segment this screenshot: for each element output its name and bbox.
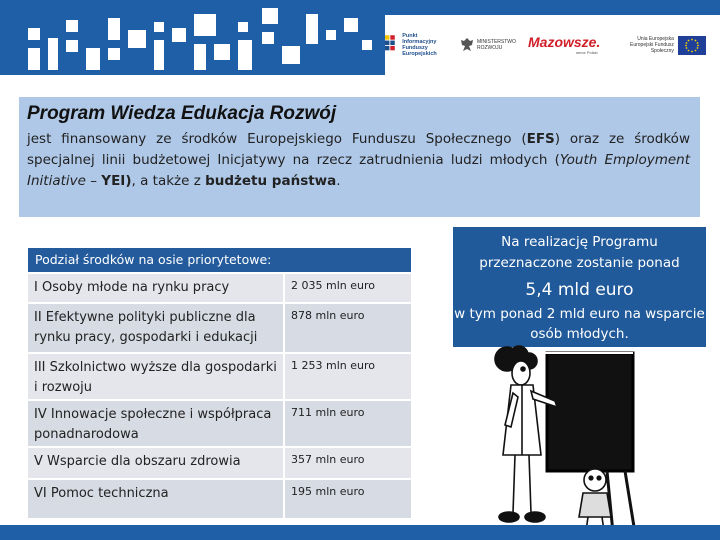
flag-icon bbox=[385, 34, 399, 56]
priority-axes-table bbox=[28, 248, 411, 518]
decor-square bbox=[48, 38, 58, 70]
axis-value: 357 mln euro bbox=[291, 453, 365, 466]
axis-name: VI Pomoc techniczna bbox=[28, 480, 285, 518]
decor-square bbox=[172, 28, 186, 42]
axis-value: 195 mln euro bbox=[291, 485, 365, 498]
axis-value: 711 mln euro bbox=[291, 406, 365, 419]
table-row bbox=[28, 446, 411, 478]
teacher-illustration bbox=[485, 345, 655, 540]
decor-square bbox=[238, 22, 248, 32]
decor-square bbox=[28, 28, 40, 40]
mazowsze-logo bbox=[528, 23, 618, 67]
intro-text-5: . bbox=[336, 173, 341, 189]
decor-square bbox=[128, 30, 146, 48]
intro-text-2: ) oraz ze środków specjalnej linii budżetowej Inicjatywy na rzecz zatrudnienia ludzi młodych ( bbox=[27, 131, 690, 168]
axis-name: V Wsparcie dla obszaru zdrowia bbox=[28, 448, 285, 478]
table-row bbox=[28, 302, 411, 352]
yei-abbr: YEI) bbox=[101, 173, 132, 189]
table-row bbox=[28, 399, 411, 446]
blackboard bbox=[547, 353, 633, 471]
ministry-logo bbox=[460, 23, 520, 67]
eu-logo-text: Unia Europejska Europejski Fundusz Społeczny bbox=[630, 36, 674, 54]
intro-text-1: jest finansowany ze środków Europejskiego Funduszu Społecznego ( bbox=[27, 131, 527, 147]
logo-strip bbox=[385, 15, 720, 75]
axis-name: III Szkolnictwo wyższe dla gospodarki i rozwoju bbox=[28, 354, 285, 399]
decor-square bbox=[344, 18, 358, 32]
state-budget: budżetu państwa bbox=[205, 173, 337, 189]
decor-square bbox=[262, 8, 278, 24]
intro-box bbox=[19, 97, 700, 217]
table-row bbox=[28, 478, 411, 518]
decor-square bbox=[306, 14, 318, 44]
decor-square bbox=[194, 44, 206, 70]
decor-square bbox=[326, 30, 336, 40]
efs-abbr: EFS bbox=[526, 131, 555, 147]
axis-name: IV Innowacje społeczne i współpraca ponadnarodowa bbox=[28, 401, 285, 446]
decor-square bbox=[154, 40, 164, 70]
decor-square bbox=[362, 40, 372, 50]
intro-text-3: – bbox=[85, 173, 102, 189]
table-row bbox=[28, 352, 411, 399]
punkt-logo-text: Punkt Informacyjny Funduszy Europejskich bbox=[402, 33, 437, 57]
header-banner bbox=[0, 0, 720, 75]
mazowsze-tagline: serce Polski bbox=[576, 50, 598, 55]
footer-bar bbox=[0, 525, 720, 540]
eu-logo bbox=[630, 23, 720, 67]
decor-square bbox=[154, 22, 164, 32]
eu-flag-icon bbox=[678, 36, 706, 55]
intro-text-4: , a także z bbox=[131, 173, 206, 189]
yei-full-name: Youth Employment Initiative bbox=[27, 152, 690, 189]
axis-name: II Efektywne polityki publiczne dla rynku pracy, gospodarki i edukacji bbox=[28, 304, 285, 352]
decor-square bbox=[194, 14, 216, 36]
decor-square bbox=[86, 48, 100, 70]
callout-youth-note: w tym ponad 2 mld euro na wsparcie osób młodych. bbox=[454, 306, 705, 342]
decor-square bbox=[262, 32, 274, 44]
decor-square bbox=[282, 46, 300, 64]
table-header: Podział środków na osie priorytetowe: bbox=[28, 248, 411, 272]
decor-square bbox=[214, 44, 230, 60]
program-title: Program Wiedza Edukacja Rozwój bbox=[27, 103, 337, 124]
intro-paragraph bbox=[27, 129, 690, 192]
ministry-logo-text: MINISTERSTWO ROZWOJU bbox=[477, 39, 516, 51]
decor-square bbox=[108, 18, 120, 40]
decor-square bbox=[28, 48, 40, 70]
eagle-emblem-icon bbox=[460, 37, 474, 53]
decor-square bbox=[108, 48, 120, 60]
punkt-informacyjny-logo bbox=[385, 23, 457, 67]
axis-name: I Osoby młode na rynku pracy bbox=[28, 274, 285, 302]
funding-callout bbox=[453, 227, 706, 347]
axis-value: 878 mln euro bbox=[291, 309, 365, 322]
decor-square bbox=[238, 40, 252, 70]
callout-intro: Na realizację Programu przeznaczone zostanie ponad bbox=[479, 234, 680, 271]
decor-square bbox=[66, 40, 78, 52]
decor-square bbox=[66, 20, 78, 32]
callout-amount: 5,4 mld euro bbox=[525, 280, 634, 300]
table-row bbox=[28, 272, 411, 302]
axis-value: 2 035 mln euro bbox=[291, 279, 375, 292]
mazowsze-wordmark: Mazowsze. bbox=[528, 34, 601, 50]
axis-value: 1 253 mln euro bbox=[291, 359, 375, 372]
